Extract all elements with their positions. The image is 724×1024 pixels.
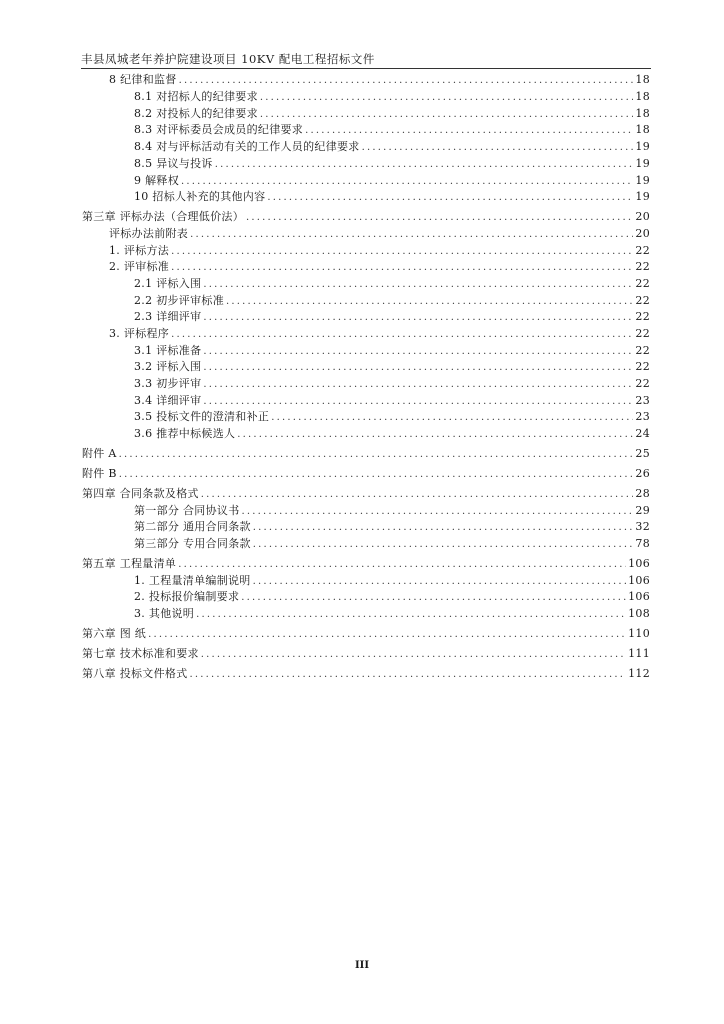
- toc-entry-page: 106: [628, 574, 650, 587]
- toc-entry-page: 22: [635, 377, 650, 390]
- document-header: 丰县凤城老年养护院建设项目 10KV 配电工程招标文件: [81, 52, 375, 66]
- toc-entry-2-2[interactable]: [134, 293, 650, 309]
- toc-entry-3-6[interactable]: [134, 426, 650, 442]
- toc-entry-page: 106: [628, 557, 650, 570]
- toc-entry-label: 附件 B: [82, 467, 117, 480]
- page-number: III: [354, 960, 370, 971]
- dot-leader: [253, 520, 634, 536]
- toc-entry-chapter-4[interactable]: [82, 486, 650, 502]
- dot-leader: [119, 467, 634, 483]
- toc-entry-label: 1. 工程量清单编制说明: [134, 574, 251, 587]
- toc-entry-attachment-b[interactable]: [82, 466, 650, 482]
- toc-entry-attachment-a[interactable]: [82, 446, 650, 462]
- dot-leader: [362, 140, 634, 156]
- toc-entry-2-1[interactable]: [134, 276, 650, 292]
- dot-leader: [201, 647, 626, 663]
- dot-leader: [119, 447, 634, 463]
- dot-leader: [148, 627, 626, 643]
- toc-entry-page: 22: [635, 244, 650, 257]
- dot-leader: [203, 360, 633, 376]
- toc-entry-1[interactable]: [109, 243, 650, 259]
- dot-leader: [267, 190, 633, 206]
- toc-entry-label: 8.4 对与评标活动有关的工作人员的纪律要求: [134, 140, 360, 153]
- toc-entry-part-1[interactable]: [134, 503, 650, 519]
- toc-entry-label: 1. 评标方法: [109, 244, 170, 257]
- toc-entry-page: 18: [635, 90, 650, 103]
- dot-leader: [201, 487, 634, 503]
- toc-entry-page: 32: [635, 520, 650, 533]
- toc-entry-page: 28: [635, 487, 650, 500]
- toc-entry-10[interactable]: [134, 189, 650, 205]
- toc-entry-label: 3.2 评标入围: [134, 360, 202, 373]
- dot-leader: [203, 344, 633, 360]
- toc-entry-page: 18: [635, 123, 650, 136]
- toc-entry-label: 第四章 合同条款及格式: [82, 487, 199, 500]
- toc-entry-page: 19: [635, 190, 650, 203]
- toc-entry-page: 110: [628, 627, 650, 640]
- toc-entry-chapter-3[interactable]: [82, 209, 650, 225]
- dot-leader: [203, 310, 633, 326]
- toc-entry-part-2[interactable]: [134, 519, 650, 535]
- toc-entry-label: 8 纪律和监督: [109, 73, 177, 86]
- dot-leader: [305, 123, 633, 139]
- toc-entry-label: 评标办法前附表: [109, 227, 189, 240]
- dot-leader: [203, 394, 633, 410]
- toc-entry-label: 2. 评审标准: [109, 260, 170, 273]
- toc-entry-page: 18: [635, 73, 650, 86]
- toc-entry-label: 第三部分 专用合同条款: [134, 537, 251, 550]
- dot-leader: [246, 210, 633, 226]
- toc-entry-label: 2. 投标报价编制要求: [134, 590, 240, 603]
- toc-entry-label: 8.1 对招标人的纪律要求: [134, 90, 258, 103]
- toc-entry-8-2[interactable]: [134, 106, 650, 122]
- dot-leader: [203, 377, 633, 393]
- toc-entry-page: 23: [635, 410, 650, 423]
- toc-entry-label: 第五章 工程量清单: [82, 557, 177, 570]
- toc-entry-3-3[interactable]: [134, 376, 650, 392]
- toc-entry-5-3[interactable]: [134, 606, 650, 622]
- toc-entry-page: 23: [635, 394, 650, 407]
- toc-entry-label: 第二部分 通用合同条款: [134, 520, 251, 533]
- dot-leader: [271, 410, 633, 426]
- toc-entry-label: 9 解释权: [134, 174, 179, 187]
- toc-entry-label: 3.3 初步评审: [134, 377, 202, 390]
- dot-leader: [190, 667, 627, 683]
- toc-entry-label: 第八章 投标文件格式: [82, 667, 188, 680]
- toc-entry-chapter-7[interactable]: [82, 646, 650, 662]
- toc-entry-page: 22: [635, 327, 650, 340]
- toc-entry-3-5[interactable]: [134, 409, 650, 425]
- toc-entry-3[interactable]: [109, 326, 650, 342]
- dot-leader: [237, 427, 633, 443]
- toc-entry-page: 22: [635, 344, 650, 357]
- toc-entry-page: 20: [635, 227, 650, 240]
- dot-leader: [190, 227, 633, 243]
- toc-entry-label: 8.5 异议与投诉: [134, 157, 213, 170]
- toc-entry-part-3[interactable]: [134, 536, 650, 552]
- toc-entry-page: 18: [635, 107, 650, 120]
- toc-entry-page: 22: [635, 260, 650, 273]
- toc-entry-3-2[interactable]: [134, 359, 650, 375]
- toc-entry-page: 19: [635, 140, 650, 153]
- toc-entry-chapter-6[interactable]: [82, 626, 650, 642]
- toc-entry-9[interactable]: [134, 173, 650, 189]
- toc-entry-label: 2.1 评标入围: [134, 277, 202, 290]
- toc-entry-label: 3.6 推荐中标候选人: [134, 427, 236, 440]
- dot-leader: [241, 590, 626, 606]
- toc-entry-page: 20: [635, 210, 650, 223]
- toc-entry-page: 108: [628, 607, 650, 620]
- dot-leader: [253, 537, 634, 553]
- toc-entry-label: 第三章 评标办法（合理低价法）: [82, 210, 244, 223]
- toc-entry-8-1[interactable]: [134, 89, 650, 105]
- dot-leader: [178, 557, 626, 573]
- dot-leader: [260, 90, 634, 106]
- toc-entry-page: 78: [635, 537, 650, 550]
- toc-entry-page: 22: [635, 294, 650, 307]
- toc-entry-evaluation-appendix[interactable]: [109, 226, 650, 242]
- dot-leader: [253, 574, 627, 590]
- dot-leader: [179, 73, 634, 89]
- toc-entry-page: 106: [628, 590, 650, 603]
- toc-entry-page: 22: [635, 277, 650, 290]
- toc-entry-page: 112: [628, 667, 650, 680]
- toc-entry-8[interactable]: [109, 72, 650, 88]
- dot-leader: [215, 157, 634, 173]
- toc-entry-page: 26: [635, 467, 650, 480]
- toc-entry-label: 2.3 详细评审: [134, 310, 202, 323]
- dot-leader: [171, 327, 633, 343]
- toc-entry-label: 3. 评标程序: [109, 327, 170, 340]
- dot-leader: [203, 277, 633, 293]
- toc-entry-label: 3.4 详细评审: [134, 394, 202, 407]
- toc-entry-label: 2.2 初步评审标准: [134, 294, 224, 307]
- header-rule: [81, 68, 651, 69]
- toc-entry-label: 3.5 投标文件的澄清和补正: [134, 410, 270, 423]
- dot-leader: [226, 294, 633, 310]
- dot-leader: [181, 174, 633, 190]
- dot-leader: [196, 607, 626, 623]
- toc-entry-page: 24: [635, 427, 650, 440]
- dot-leader: [171, 260, 633, 276]
- toc-entry-label: 3. 其他说明: [134, 607, 195, 620]
- dot-leader: [260, 107, 634, 123]
- toc-entry-label: 第一部分 合同协议书: [134, 504, 240, 517]
- toc-entry-label: 10 招标人补充的其他内容: [134, 190, 266, 203]
- toc-entry-3-4[interactable]: [134, 393, 650, 409]
- toc-entry-label: 附件 A: [82, 447, 117, 460]
- toc-entry-chapter-8[interactable]: [82, 666, 650, 682]
- toc-entry-8-4[interactable]: [134, 139, 650, 155]
- toc-entry-label: 3.1 评标准备: [134, 344, 202, 357]
- toc-entry-5-1[interactable]: [134, 573, 650, 589]
- toc-entry-page: 22: [635, 360, 650, 373]
- toc-entry-chapter-5[interactable]: [82, 556, 650, 572]
- toc-entry-2[interactable]: [109, 259, 650, 275]
- toc-entry-8-3[interactable]: [134, 122, 650, 138]
- toc-entry-8-5[interactable]: [134, 156, 650, 172]
- toc-entry-label: 第七章 技术标准和要求: [82, 647, 199, 660]
- dot-leader: [171, 244, 633, 260]
- toc-entry-2-3[interactable]: [134, 309, 650, 325]
- toc-entry-5-2[interactable]: [134, 589, 650, 605]
- toc-entry-page: 22: [635, 310, 650, 323]
- toc-entry-page: 25: [635, 447, 650, 460]
- dot-leader: [242, 504, 634, 520]
- toc-entry-page: 19: [635, 174, 650, 187]
- toc-entry-3-1[interactable]: [134, 343, 650, 359]
- toc-entry-page: 19: [635, 157, 650, 170]
- toc-entry-label: 8.2 对投标人的纪律要求: [134, 107, 258, 120]
- toc-entry-page: 29: [635, 504, 650, 517]
- toc-entry-label: 8.3 对评标委员会成员的纪律要求: [134, 123, 304, 136]
- toc-entry-page: 111: [628, 647, 650, 660]
- toc-entry-label: 第六章 图 纸: [82, 627, 147, 640]
